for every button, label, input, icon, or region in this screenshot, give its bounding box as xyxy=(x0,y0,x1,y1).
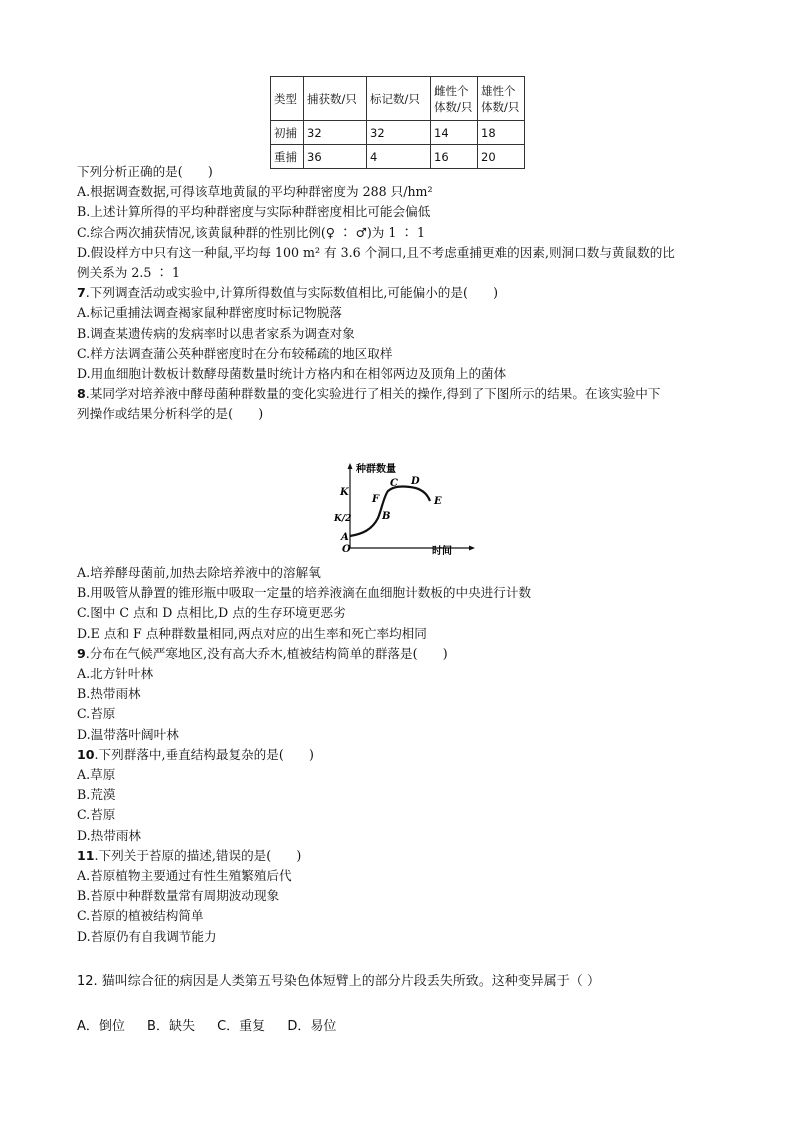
q10-option-a: A.草原 xyxy=(77,767,116,783)
q12-option-c: C．重复 xyxy=(217,1019,266,1034)
q10-number: 10 xyxy=(77,746,95,762)
table-cell: 20 xyxy=(478,145,525,169)
table-cell: 16 xyxy=(431,145,478,169)
table-cell: 初捕 xyxy=(271,121,304,145)
q6-option-d-line1: D.假设样方中只有这一种鼠,平均每 100 m² 有 3.6 个洞口,且不考虑重捕更难的因素,则洞口数与黄鼠数的比 xyxy=(77,244,675,260)
q9-option-a: A.北方针叶林 xyxy=(77,666,154,682)
questions-upper xyxy=(77,162,737,425)
header-marked: 标记数/只 xyxy=(367,77,431,121)
table-cell: 36 xyxy=(304,145,367,169)
q11-option-a: A.苔原植物主要通过有性生殖繁殖后代 xyxy=(77,868,292,884)
q9-option-b: B.热带雨林 xyxy=(77,686,141,702)
point-label-f: F xyxy=(372,494,380,505)
q8-stem-line1: 8.某同学对培养液中酵母菌种群数量的变化实验进行了相关的操作,得到了下图所示的结果。在该实验中下 xyxy=(77,386,661,402)
xlabel: 时间 xyxy=(432,546,452,557)
table-cell: 4 xyxy=(367,145,431,169)
q6-stem: 下列分析正确的是( ) xyxy=(77,164,213,179)
q7-option-b: B.调查某遗传病的发病率时以患者家系为调查对象 xyxy=(77,325,355,341)
table-cell: 18 xyxy=(478,121,525,145)
tick-label-k-half: K/2 xyxy=(334,514,352,524)
q9-option-c: C.苔原 xyxy=(77,706,116,722)
q7-option-d: D.用血细胞计数板计数酵母菌数量时统计方格内和在相邻两边及顶角上的菌体 xyxy=(77,366,507,382)
population-curve-chart xyxy=(332,460,482,562)
q10-option-b: B.荒漠 xyxy=(77,787,116,803)
q8-option-c: C.图中 C 点和 D 点相比,D 点的生存环境更恶劣 xyxy=(77,605,346,621)
tick-label-k: K xyxy=(340,487,349,498)
q10-stem: 10.下列群落中,垂直结构最复杂的是( ) xyxy=(77,746,314,762)
q7-option-c: C.样方法调查蒲公英种群密度时在分布较稀疏的地区取样 xyxy=(77,345,393,361)
ylabel: 种群数量 xyxy=(356,464,396,475)
table-row xyxy=(271,121,525,145)
point-label-d: D xyxy=(411,476,420,487)
q12-option-a: A．倒位 xyxy=(77,1019,125,1034)
q12-stem: 12. 猫叫综合征的病因是人类第五号染色体短臂上的部分片段丢失所致。这种变异属于（ ） xyxy=(77,974,600,989)
q10-option-d: D.热带雨林 xyxy=(77,827,142,843)
q8-option-a: A.培养酵母菌前,加热去除培养液中的溶解氧 xyxy=(77,565,321,580)
table-cell: 重捕 xyxy=(271,145,304,169)
questions-lower xyxy=(77,563,737,947)
q9-option-d: D.温带落叶阔叶林 xyxy=(77,726,179,742)
q11-option-d: D.苔原仍有自我调节能力 xyxy=(77,928,217,944)
q6-option-d-line2: 例关系为 2.5 ∶ 1 xyxy=(77,265,181,281)
table-header-row xyxy=(271,77,525,121)
q7-stem: 7.下列调查活动或实验中,计算所得数值与实际数值相比,可能偏小的是( ) xyxy=(77,285,499,301)
q8-stem-line2: 列操作或结果分析科学的是( ) xyxy=(77,406,264,422)
q8-number: 8 xyxy=(77,386,86,402)
point-label-a: A xyxy=(341,532,349,543)
q12-option-d: D．易位 xyxy=(287,1019,337,1034)
q12-options xyxy=(77,1015,354,1034)
q9-number: 9 xyxy=(77,645,86,661)
point-label-c: C xyxy=(390,478,398,489)
header-captured: 捕获数/只 xyxy=(304,77,367,121)
q6-option-c: C.综合两次捕获情况,该黄鼠种群的性别比例(♀ ∶ ♂)为 1 ∶ 1 xyxy=(77,224,426,240)
point-label-e: E xyxy=(434,496,442,507)
survey-table xyxy=(270,76,525,169)
y-axis-arrow xyxy=(348,463,353,469)
point-label-b: B xyxy=(382,511,391,522)
q7-option-a: A.标记重捕法调查褐家鼠种群密度时标记物脱落 xyxy=(77,305,342,321)
origin-label: O xyxy=(342,544,351,555)
header-male: 雄性个体数/只 xyxy=(478,77,525,121)
q10-option-c: C.苔原 xyxy=(77,807,116,823)
q11-number: 11 xyxy=(77,847,95,863)
q6-option-a: A.根据调查数据,可得该草地黄鼠的平均种群密度为 288 只/hm² xyxy=(77,184,433,200)
q6-option-b: B.上述计算所得的平均种群密度与实际种群密度相比可能会偏低 xyxy=(77,204,431,220)
q8-option-d: D.E 点和 F 点种群数量相同,两点对应的出生率和死亡率均相同 xyxy=(77,625,427,641)
table-cell: 14 xyxy=(431,121,478,145)
q12-option-b: B．缺失 xyxy=(147,1019,195,1034)
q11-stem: 11.下列关于苔原的描述,错误的是( ) xyxy=(77,847,302,863)
header-type: 类型 xyxy=(271,77,304,121)
table-cell: 32 xyxy=(367,121,431,145)
q7-number: 7 xyxy=(77,285,86,301)
q8-option-b: B.用吸管从静置的锥形瓶中吸取一定量的培养液滴在血细胞计数板的中央进行计数 xyxy=(77,585,532,601)
q9-stem: 9.分布在气候严寒地区,没有高大乔木,植被结构简单的群落是( ) xyxy=(77,645,448,661)
header-female: 雌性个体数/只 xyxy=(431,77,478,121)
q11-option-c: C.苔原的植被结构简单 xyxy=(77,908,204,924)
q11-option-b: B.苔原中种群数量常有周期波动现象 xyxy=(77,888,280,904)
table-cell: 32 xyxy=(304,121,367,145)
x-axis-arrow xyxy=(469,546,475,551)
